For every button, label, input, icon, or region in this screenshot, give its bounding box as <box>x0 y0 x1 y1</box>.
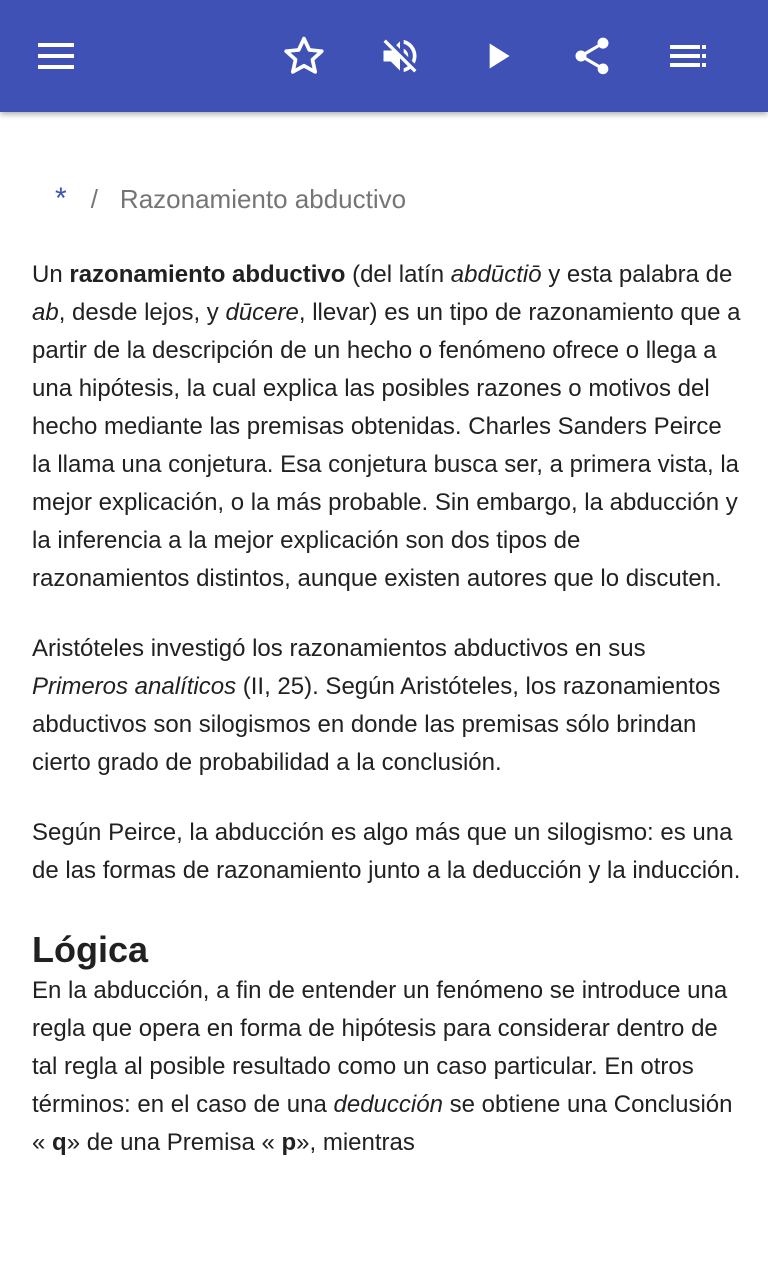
mute-button[interactable] <box>364 20 436 92</box>
section-heading-logica: Lógica <box>32 929 149 970</box>
contents-button[interactable] <box>652 20 724 92</box>
article-scroll-area[interactable] <box>0 112 768 1280</box>
breadcrumb-separator: / <box>90 184 98 214</box>
paragraph-logica: En la abducción, a fin de entender un fenómeno se introduce una regla que opera en forma de hipótesis para considerar dentro de tal regla al posible resultado como un caso particular. En otros términos: en el caso de una deducción se obtiene una Conclusión « q» de una Premisa « p», mientras <box>32 977 733 1156</box>
breadcrumb-current: Razonamiento abductivo <box>119 184 407 214</box>
breadcrumb-home-link[interactable]: * <box>55 182 67 215</box>
bold-term: razonamiento abductivo <box>69 261 346 288</box>
menu-icon <box>36 36 76 76</box>
share-icon <box>570 34 614 78</box>
app-bar <box>0 0 768 112</box>
paragraph-aristoteles: Aristóteles investigó los razonamientos abductivos en sus Primeros analíticos (II, 25). Según Aristóteles, los razonamientos abductivos son silogismos en donde las premisas sólo brindan cierto grado de probabilidad a la conclusión. <box>32 635 721 776</box>
menu-button[interactable] <box>20 20 92 92</box>
favorite-button[interactable] <box>268 20 340 92</box>
play-button[interactable] <box>462 20 534 92</box>
star-outline-icon <box>282 34 326 78</box>
paragraph-intro: Un razonamiento abductivo (del latín abdūctiō y esta palabra de ab, desde lejos, y dūcere, llevar) es un tipo de razonamiento que a partir de la descripción de un hecho o fenómeno ofrece o llega a una hipótesis, la cual explica las posibles razones o motivos del hecho mediante las premisas obtenidas. Charles Sanders Peirce la llama una conjetura. Esa conjetura busca ser, a primera vista, la mejor explicación, o la más probable. Sin embargo, la abducción y la inferencia a la mejor explicación son dos tipos de razonamientos distintos, aunque existen autores que lo discuten. <box>32 261 741 592</box>
volume-off-icon <box>378 34 422 78</box>
article-body <box>32 256 742 1162</box>
breadcrumb <box>55 182 406 216</box>
playlist-icon <box>668 36 708 76</box>
share-button[interactable] <box>556 20 628 92</box>
paragraph-peirce: Según Peirce, la abducción es algo más que un silogismo: es una de las formas de razonamiento junto a la deducción y la inducción. <box>32 819 741 884</box>
play-icon <box>478 36 518 76</box>
